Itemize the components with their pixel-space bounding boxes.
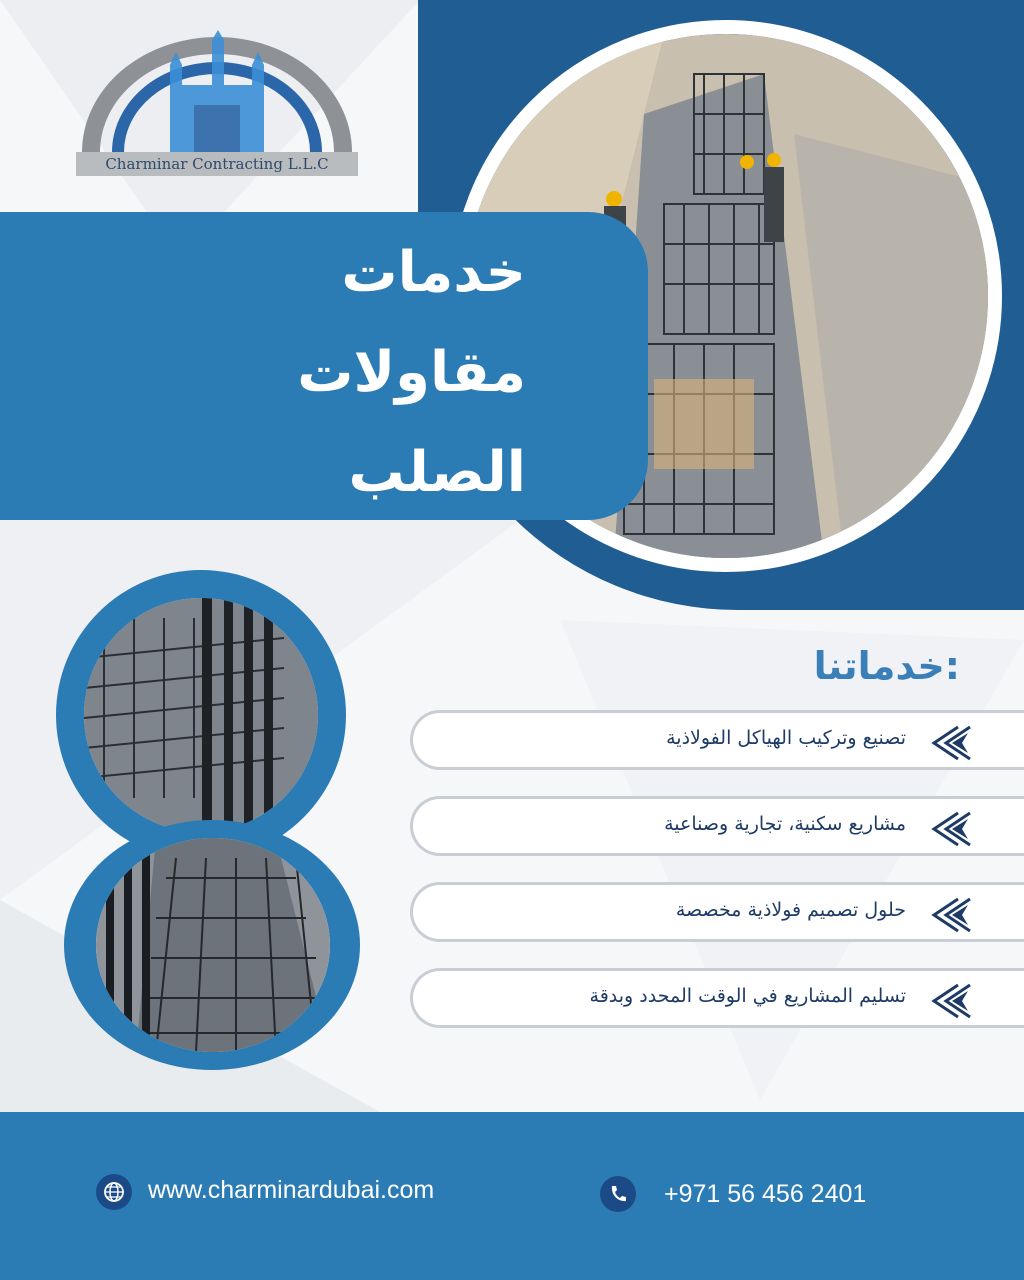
hero-title-line-1: خدمات bbox=[341, 240, 526, 305]
service-item-4 bbox=[410, 968, 1024, 1028]
hero-title-line-2: مقاولات bbox=[297, 340, 526, 405]
services-heading: خدماتنا: bbox=[813, 644, 960, 688]
footer bbox=[0, 1112, 1024, 1280]
rebar-photo-2 bbox=[96, 838, 330, 1052]
service-label: مشاريع سكنية، تجارية وصناعية bbox=[664, 813, 906, 835]
chevron-left-double-icon bbox=[928, 981, 972, 1021]
website-link[interactable]: www.charminardubai.com bbox=[148, 1176, 435, 1204]
service-item-1 bbox=[410, 710, 1024, 770]
service-label: تصنيع وتركيب الهياكل الفولاذية bbox=[666, 727, 906, 749]
rebar-photo-1 bbox=[84, 598, 318, 832]
company-name: Charminar Contracting L.L.C bbox=[76, 152, 358, 176]
chevron-left-double-icon bbox=[928, 723, 972, 763]
globe-icon bbox=[96, 1174, 132, 1210]
service-label: حلول تصميم فولاذية مخصصة bbox=[675, 899, 906, 921]
chevron-left-double-icon bbox=[928, 809, 972, 849]
service-item-3 bbox=[410, 882, 1024, 942]
chevron-left-double-icon bbox=[928, 895, 972, 935]
hero-title-line-3: الصلب bbox=[348, 440, 526, 505]
phone-link[interactable]: +971 56 456 2401 bbox=[664, 1180, 867, 1208]
service-item-2 bbox=[410, 796, 1024, 856]
service-label: تسليم المشاريع في الوقت المحدد وبدقة bbox=[589, 985, 906, 1007]
hero-title-banner bbox=[0, 212, 648, 520]
phone-icon bbox=[600, 1176, 636, 1212]
